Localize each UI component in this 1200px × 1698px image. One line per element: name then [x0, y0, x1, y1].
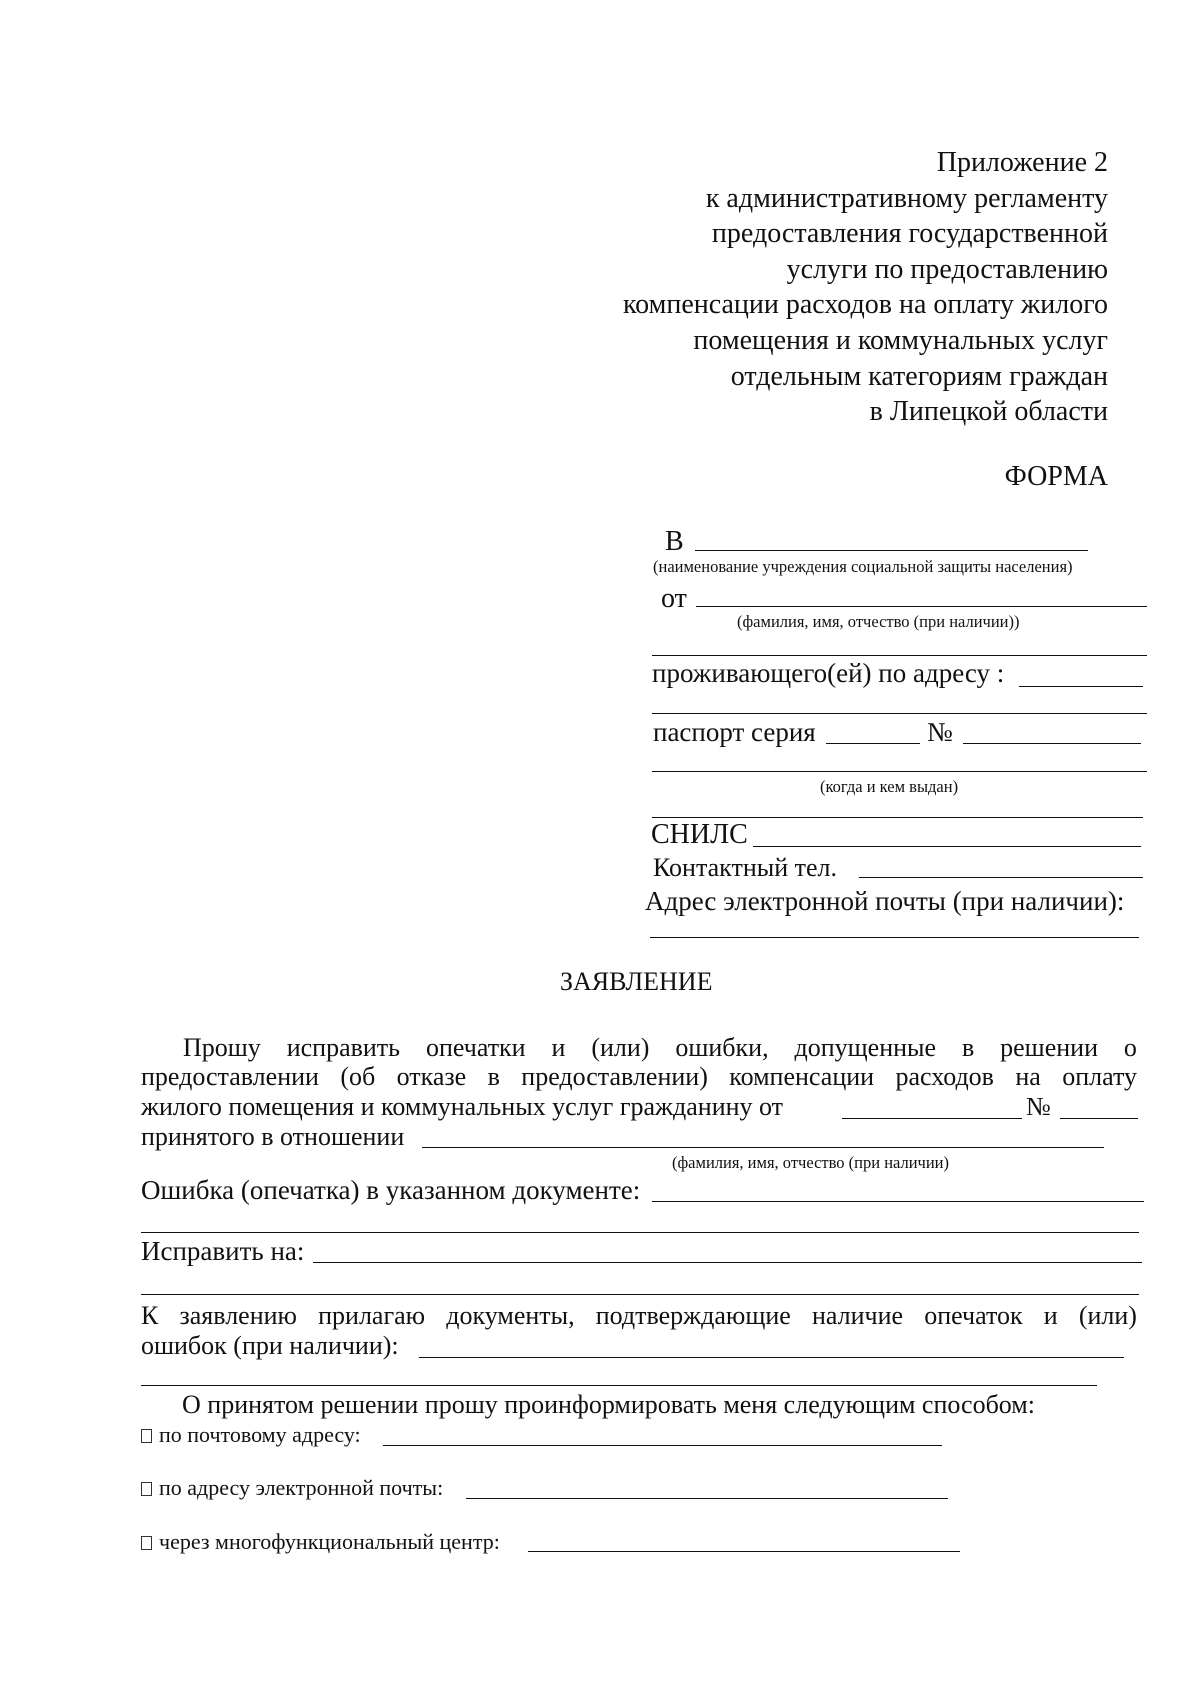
- to-hint: (наименование учреждения социальной защиты населения): [653, 557, 1073, 576]
- phone-label: Контактный тел.: [653, 853, 838, 882]
- email-label: Адрес электронной почты (при наличии):: [645, 886, 1125, 916]
- email-address-field[interactable]: [466, 1498, 948, 1499]
- appendix-line: Приложение 2: [936, 147, 1108, 178]
- checkbox-icon[interactable]: [141, 1429, 152, 1443]
- body-line-4: принятого в отношении: [141, 1122, 405, 1151]
- correct-field-continued[interactable]: [141, 1294, 1139, 1295]
- appendix-block: [623, 145, 1108, 430]
- correct-label: Исправить на:: [141, 1236, 305, 1266]
- body-line-2: предоставлении (об отказе в предоставлении) компенсации расходов на оплату: [141, 1062, 1137, 1091]
- attachments-field[interactable]: [419, 1357, 1124, 1358]
- appendix-line: к административному регламенту: [705, 182, 1108, 214]
- from-label: от: [661, 583, 687, 614]
- postal-address-field[interactable]: [383, 1445, 942, 1446]
- snils-field[interactable]: [753, 846, 1141, 847]
- passport-issued-field[interactable]: [652, 771, 1147, 772]
- phone-field[interactable]: [859, 877, 1143, 878]
- inform-text: О принятом решении прошу проинформировать меня следующим способом:: [182, 1390, 1035, 1419]
- option-postal-label: по почтовому адресу:: [159, 1422, 361, 1447]
- appendix-line: компенсации расходов на оплату жилого: [622, 289, 1108, 321]
- passport-series-label: паспорт серия: [653, 717, 816, 747]
- checkbox-icon[interactable]: [141, 1482, 152, 1496]
- option-email[interactable]: [141, 1475, 443, 1501]
- correct-field[interactable]: [313, 1262, 1142, 1263]
- error-field[interactable]: [652, 1201, 1144, 1202]
- decision-date-field[interactable]: [842, 1118, 1022, 1119]
- body-line-1: Прошу исправить опечатки и (или) ошибки, допущенные в решении о: [183, 1033, 1137, 1062]
- attachments-field-continued[interactable]: [141, 1385, 1097, 1386]
- from-field[interactable]: [696, 606, 1147, 607]
- passport-number-label: №: [927, 717, 953, 747]
- option-mfc[interactable]: [141, 1529, 500, 1555]
- fio-hint: (фамилия, имя, отчество (при наличии): [672, 1153, 950, 1172]
- appendix-line: отдельным категориям граждан: [730, 360, 1108, 392]
- email-field[interactable]: [650, 937, 1139, 938]
- body-line-3: жилого помещения и коммунальных услуг гражданину от: [141, 1092, 784, 1121]
- error-label: Ошибка (опечатка) в указанном документе:: [141, 1175, 641, 1205]
- passport-number-field[interactable]: [963, 743, 1141, 744]
- form-label: ФОРМА: [1004, 461, 1108, 492]
- option-mfc-label: через многофункциональный центр:: [159, 1529, 500, 1554]
- to-label: В: [665, 526, 684, 557]
- appendix-line: в Липецкой области: [869, 396, 1108, 428]
- attach-line-1: К заявлению прилагаю документы, подтверждающие наличие опечаток и (или): [141, 1301, 1137, 1330]
- address-label: проживающего(ей) по адресу :: [652, 658, 1005, 688]
- option-postal[interactable]: [141, 1422, 361, 1448]
- error-field-continued[interactable]: [141, 1232, 1139, 1233]
- from-hint: (фамилия, имя, отчество (при наличии)): [737, 612, 1020, 631]
- snils-label: СНИЛС: [651, 819, 748, 850]
- passport-series-field[interactable]: [826, 743, 920, 744]
- option-email-label: по адресу электронной почты:: [159, 1475, 444, 1500]
- checkbox-icon[interactable]: [141, 1536, 152, 1550]
- to-field[interactable]: [695, 550, 1088, 551]
- decision-number-field[interactable]: [1060, 1118, 1138, 1119]
- appendix-line: помещения и коммунальных услуг: [693, 324, 1108, 356]
- from-field-continued[interactable]: [652, 655, 1147, 656]
- document-title: ЗАЯВЛЕНИЕ: [560, 967, 713, 996]
- mfc-field[interactable]: [528, 1551, 960, 1552]
- address-field-continued[interactable]: [652, 713, 1147, 714]
- attach-line-2: ошибок (при наличии):: [141, 1331, 399, 1360]
- passport-hint: (когда и кем выдан): [820, 777, 959, 796]
- address-field[interactable]: [1019, 686, 1143, 687]
- appendix-line: услуги по предоставлению: [786, 253, 1108, 285]
- decision-number-label: №: [1026, 1092, 1051, 1121]
- recipient-fio-field[interactable]: [422, 1147, 1104, 1148]
- appendix-line: предоставления государственной: [711, 218, 1108, 250]
